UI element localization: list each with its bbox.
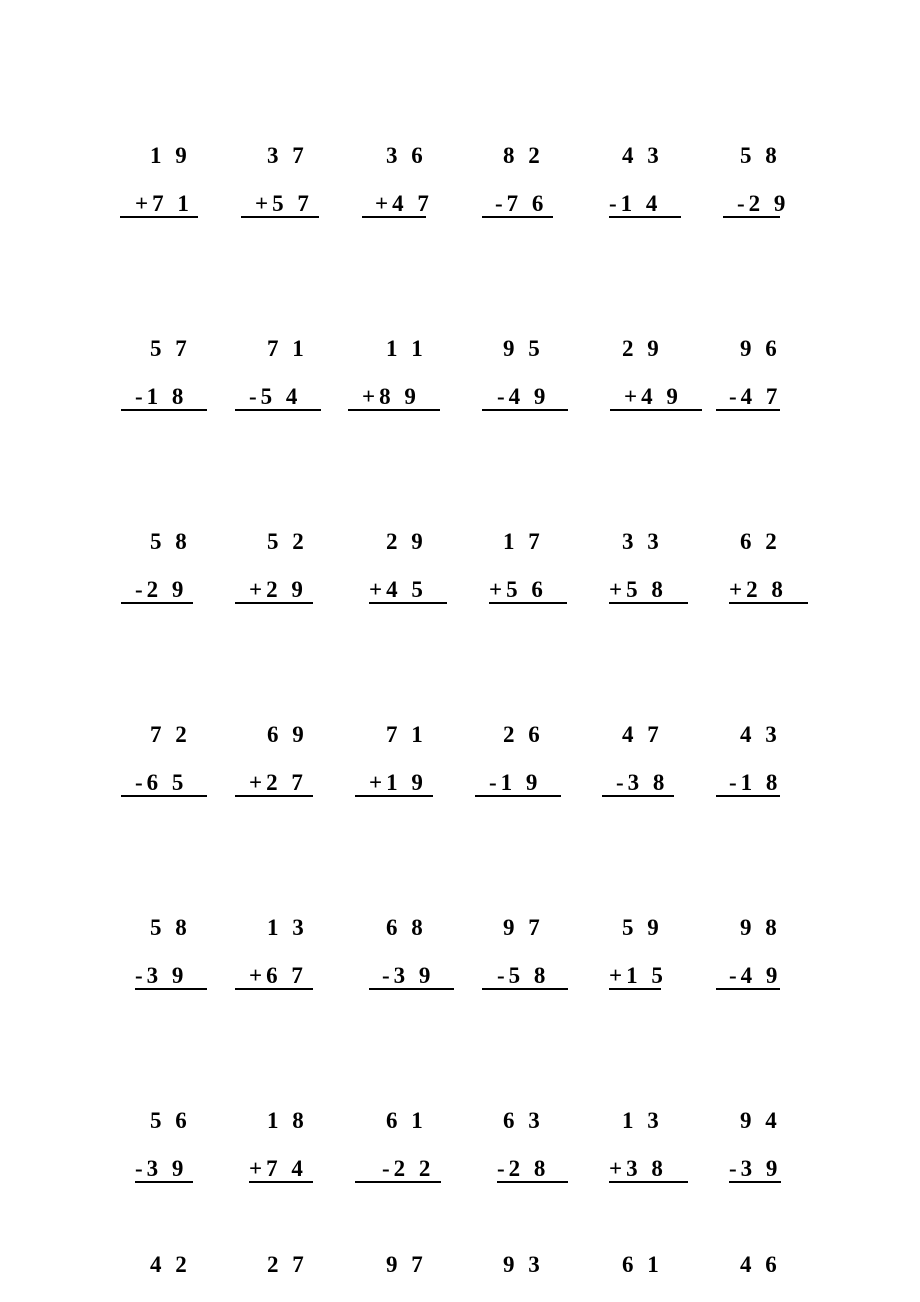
top-number: 8 2 (503, 143, 544, 168)
operand-with-operator: +1 5 (609, 963, 667, 988)
operand-with-operator: -3 9 (729, 1156, 782, 1181)
answer-line (729, 1181, 781, 1183)
answer: 9 7 (386, 1252, 427, 1277)
operand-with-operator: +3 8 (609, 1156, 667, 1181)
operand-with-operator: -1 8 (135, 384, 188, 409)
top-number: 6 3 (503, 1108, 544, 1133)
answer-line (716, 409, 780, 411)
top-number: 9 8 (740, 915, 781, 940)
top-number: 9 7 (503, 915, 544, 940)
answer: 4 6 (740, 1252, 781, 1277)
top-number: 5 8 (740, 143, 781, 168)
answer-line (355, 795, 433, 797)
answer-line (609, 216, 681, 218)
operand-with-operator: -6 5 (135, 770, 188, 795)
operand-with-operator: -2 9 (737, 191, 790, 216)
answer-line (235, 795, 313, 797)
top-number: 4 3 (740, 722, 781, 747)
answer-line (482, 409, 568, 411)
operand-with-operator: -3 9 (382, 963, 435, 988)
answer-line (497, 1181, 568, 1183)
answer-line (235, 602, 313, 604)
top-number: 4 3 (622, 143, 663, 168)
answer-line (489, 602, 567, 604)
answer-line (475, 795, 561, 797)
operand-with-operator: -4 9 (729, 963, 782, 988)
answer-line (235, 988, 313, 990)
top-number: 6 2 (740, 529, 781, 554)
answer-line (369, 602, 447, 604)
top-number: 1 3 (267, 915, 308, 940)
operand-with-operator: +5 7 (255, 191, 313, 216)
top-number: 4 7 (622, 722, 663, 747)
top-number: 5 7 (150, 336, 191, 361)
top-number: 9 5 (503, 336, 544, 361)
answer-line (121, 795, 207, 797)
answer-line (729, 602, 808, 604)
top-number: 1 1 (386, 336, 427, 361)
answer-line (121, 602, 193, 604)
operand-with-operator: +7 1 (135, 191, 193, 216)
operand-with-operator: -5 8 (497, 963, 550, 988)
operand-with-operator: +4 5 (369, 577, 427, 602)
operand-with-operator: -4 7 (729, 384, 782, 409)
top-number: 6 8 (386, 915, 427, 940)
answer-line (610, 409, 702, 411)
operand-with-operator: -1 8 (729, 770, 782, 795)
answer-line (716, 795, 780, 797)
top-number: 1 3 (622, 1108, 663, 1133)
top-number: 2 9 (622, 336, 663, 361)
answer-line (348, 409, 440, 411)
top-number: 5 6 (150, 1108, 191, 1133)
top-number: 6 1 (386, 1108, 427, 1133)
operand-with-operator: +2 8 (729, 577, 787, 602)
operand-with-operator: -4 9 (497, 384, 550, 409)
operand-with-operator: -2 8 (497, 1156, 550, 1181)
operand-with-operator: +6 7 (249, 963, 307, 988)
top-number: 1 8 (267, 1108, 308, 1133)
answer: 6 1 (622, 1252, 663, 1277)
operand-with-operator: +8 9 (362, 384, 420, 409)
answer-line (716, 988, 780, 990)
top-number: 6 9 (267, 722, 308, 747)
top-number: 3 7 (267, 143, 308, 168)
top-number: 7 1 (267, 336, 308, 361)
answer-line (609, 1181, 688, 1183)
answer-line (369, 988, 454, 990)
operand-with-operator: +2 7 (249, 770, 307, 795)
answer-line (482, 988, 568, 990)
operand-with-operator: -3 9 (135, 963, 188, 988)
top-number: 3 3 (622, 529, 663, 554)
top-number: 7 2 (150, 722, 191, 747)
top-number: 7 1 (386, 722, 427, 747)
top-number: 5 2 (267, 529, 308, 554)
operand-with-operator: -2 2 (382, 1156, 435, 1181)
answer-line (135, 988, 207, 990)
answer: 4 2 (150, 1252, 191, 1277)
answer-line (241, 216, 319, 218)
answer-line (135, 1181, 193, 1183)
top-number: 5 8 (150, 529, 191, 554)
operand-with-operator: +7 4 (249, 1156, 307, 1181)
answer-line (362, 216, 426, 218)
answer-line (355, 1181, 441, 1183)
operand-with-operator: +4 9 (624, 384, 682, 409)
operand-with-operator: -7 6 (495, 191, 548, 216)
answer: 9 3 (503, 1252, 544, 1277)
top-number: 5 8 (150, 915, 191, 940)
operand-with-operator: -1 4 (609, 191, 662, 216)
top-number: 9 6 (740, 336, 781, 361)
operand-with-operator: -1 9 (489, 770, 542, 795)
answer-line (723, 216, 780, 218)
top-number: 2 9 (386, 529, 427, 554)
answer-line (235, 409, 321, 411)
answer-line (121, 409, 207, 411)
operand-with-operator: +4 7 (375, 191, 433, 216)
answer-line (609, 988, 661, 990)
answer-line (482, 216, 553, 218)
answer-line (120, 216, 198, 218)
operand-with-operator: +1 9 (369, 770, 427, 795)
operand-with-operator: -2 9 (135, 577, 188, 602)
operand-with-operator: -5 4 (249, 384, 302, 409)
operand-with-operator: +2 9 (249, 577, 307, 602)
answer-line (249, 1181, 313, 1183)
top-number: 1 7 (503, 529, 544, 554)
answer-line (609, 602, 688, 604)
top-number: 3 6 (386, 143, 427, 168)
top-number: 2 6 (503, 722, 544, 747)
top-number: 1 9 (150, 143, 191, 168)
top-number: 5 9 (622, 915, 663, 940)
operand-with-operator: +5 8 (609, 577, 667, 602)
operand-with-operator: -3 9 (135, 1156, 188, 1181)
operand-with-operator: -3 8 (616, 770, 669, 795)
top-number: 9 4 (740, 1108, 781, 1133)
operand-with-operator: +5 6 (489, 577, 547, 602)
answer: 2 7 (267, 1252, 308, 1277)
answer-line (602, 795, 674, 797)
